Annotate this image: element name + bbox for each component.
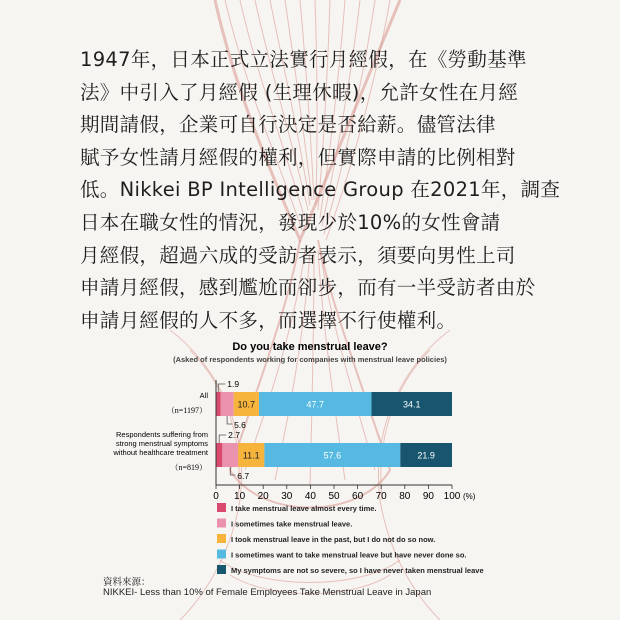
menstrual-leave-chart	[0, 335, 620, 605]
x-tick-label: 40	[304, 491, 316, 502]
paragraph-line: 1947年，日本正式立法實行月經假，在《勞動基準	[80, 48, 527, 71]
intro-paragraph	[80, 44, 560, 337]
bar-segment	[220, 392, 233, 416]
legend-label: I sometimes want to take menstrual leave but have never done so.	[231, 550, 467, 560]
paragraph-line: 申請月經假的人不多，而選擇不行使權利。	[80, 308, 457, 332]
legend-swatch	[217, 503, 226, 512]
legend-swatch	[217, 550, 226, 559]
callout-line	[227, 416, 232, 424]
callout-line	[218, 384, 225, 392]
x-tick-label: 10	[234, 491, 246, 502]
data-label: 57.6	[323, 450, 342, 461]
category-label: strong menstrual symptoms	[115, 439, 208, 448]
chart-subtitle: (Asked of respondents working for companies with menstrual leave policies)	[173, 355, 447, 364]
bar-segment	[216, 443, 222, 467]
category-n: （n=1197）	[166, 406, 207, 415]
category-label: Respondents suffering from	[116, 430, 208, 439]
callout-line	[230, 467, 235, 475]
category-label: All	[199, 391, 208, 400]
paragraph-line: 賦予女性請月經假的權利，但實際申請的比例相對	[80, 145, 516, 169]
x-tick-label: 70	[375, 491, 387, 502]
data-label: 5.6	[234, 420, 246, 430]
x-tick-label: 100	[443, 491, 461, 502]
x-tick-label: 50	[328, 491, 340, 502]
callout-line	[219, 435, 226, 443]
x-tick-label: 30	[281, 491, 293, 502]
bar-segment	[216, 392, 220, 416]
x-tick-label: 90	[422, 491, 434, 502]
data-label: 10.7	[237, 399, 256, 410]
x-tick-suffix: (%)	[463, 492, 476, 501]
chart-title: Do you take menstrual leave?	[232, 341, 388, 353]
category-label: without healthcare treatment	[113, 448, 208, 457]
paragraph-line: 法》中引入了月經假 (生理休暇)，允許女性在月經	[80, 80, 519, 104]
x-tick-label: 60	[352, 491, 364, 502]
legend-label: I sometimes take menstrual leave.	[231, 519, 353, 529]
x-tick-label: 20	[257, 491, 269, 502]
paragraph-line: 月經假，超過六成的受訪者表示，須要向男性上司	[80, 243, 516, 267]
data-label: 2.7	[228, 430, 241, 440]
data-label: 21.9	[417, 450, 435, 461]
paragraph-line: 日本在職女性的情況，發現少於10%的女性會請	[80, 210, 501, 234]
legend-label: I took menstrual leave in the past, but I do not do so now.	[231, 535, 436, 544]
bar-segment	[222, 443, 238, 467]
legend-swatch	[217, 565, 226, 574]
legend-swatch	[217, 534, 226, 543]
legend-swatch	[217, 519, 226, 528]
x-tick-label: 0	[213, 491, 219, 502]
data-label: 1.9	[227, 379, 240, 389]
source-text: NIKKEI- Less than 10% of Female Employees Take Menstrual Leave in Japan	[103, 587, 432, 598]
paragraph-line: 期間請假，企業可自行決定是否給薪。儘管法律	[80, 113, 496, 137]
data-label: 11.1	[242, 450, 260, 461]
legend-label: I take menstrual leave almost every time.	[231, 504, 377, 513]
legend-label: My symptoms are not so severe, so I have never taken menstrual leave	[231, 566, 484, 575]
data-label: 34.1	[402, 399, 421, 410]
category-n: （n=819）	[170, 463, 207, 472]
paragraph-line: 低。Nikkei BP Intelligence Group 在2021年，調查	[80, 178, 561, 202]
data-label: 47.7	[306, 399, 325, 410]
data-label: 6.7	[237, 471, 250, 481]
source-label: 資料來源：	[103, 577, 151, 588]
paragraph-line: 申請月經假，感到尷尬而卻步，而有一半受訪者由於	[80, 276, 536, 300]
x-tick-label: 80	[399, 491, 411, 502]
